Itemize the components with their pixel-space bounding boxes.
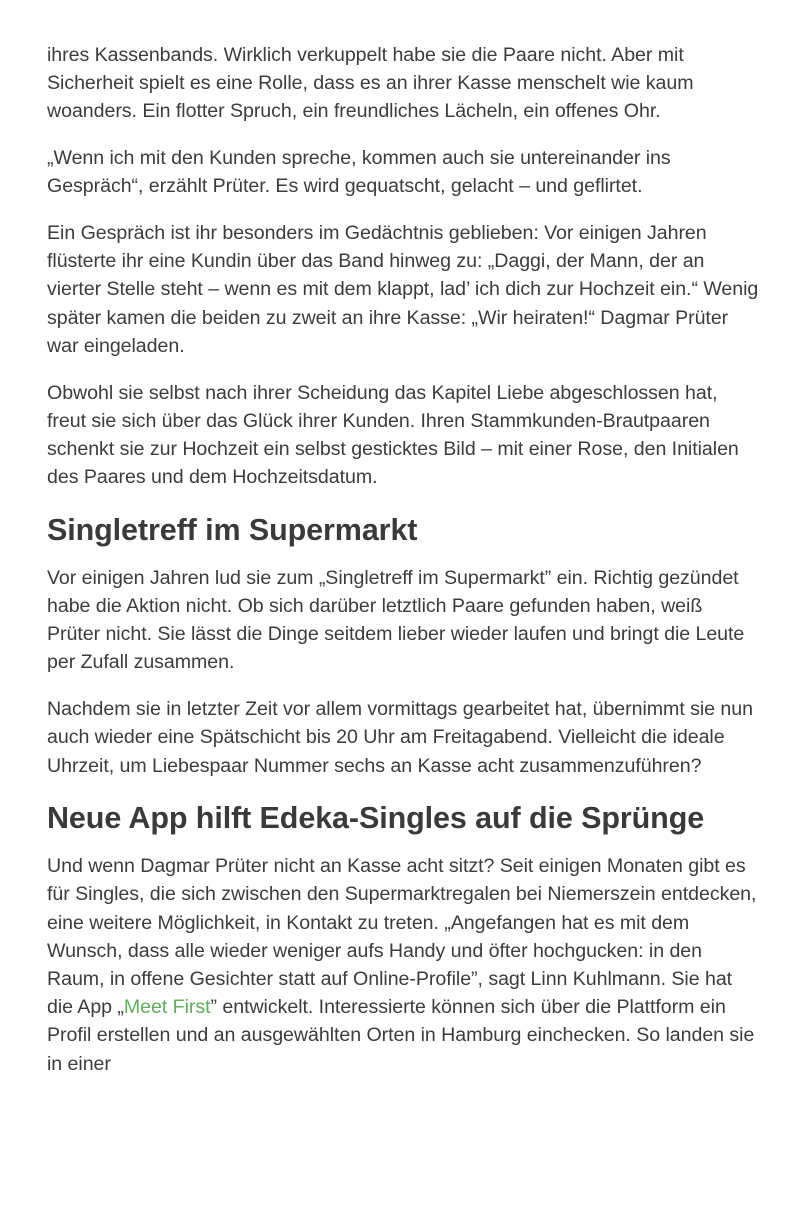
paragraph-meet-first [47, 852, 759, 1078]
paragraph-singletreff: Vor einigen Jahren lud sie zum „Singletreff im Supermarkt” ein. Richtig gezündet habe die Aktion nicht. Ob sich darüber letztlich Paare gefunden haben, weiß Prüter nicht. Sie lässt die Dinge seitdem lieber wieder laufen und bringt die Leute per Zufall zusammen. [47, 566, 745, 674]
paragraph-brautpaare: Obwohl sie selbst nach ihrer Scheidung das Kapitel Liebe abgeschlossen hat, freut sie sich über das Glück ihrer Kunden. Ihren Stammkunden-Brautpaaren schenkt sie zur Hochzeit ein selbst gesticktes Bild – mit einer Rose, den Initialen des Paares und dem Hochzeitsdatum. [47, 381, 739, 489]
paragraph-gespraech-quote: „Wenn ich mit den Kunden spreche, kommen auch sie untereinander ins Gespräch“, erzählt Prüter. Es wird gequatscht, gelacht – und geflirtet. [47, 147, 671, 198]
paragraph-spaetschicht: Nachdem sie in letzter Zeit vor allem vormittags gearbeitet hat, übernimmt sie nun auch wieder eine Spätschicht bis 20 Uhr am Freitagabend. Vielleicht die ideale Uhrzeit, um Liebespaar Nummer sechs an Kasse acht zusammenzuführen? [47, 698, 753, 777]
paragraph-meet-first-text-after: ” entwickelt. Interessierte können sich über die Plattform ein Profil erstellen und an ausgewählten Orten in Hamburg einchecken. So landen sie in einer [47, 996, 755, 1075]
article-body [47, 41, 759, 1096]
heading-neue-app: Neue App hilft Edeka-Singles auf die Sprünge [47, 801, 705, 836]
heading-singletreff: Singletreff im Supermarkt [47, 512, 418, 547]
meet-first-link[interactable]: Meet First [123, 996, 211, 1019]
paragraph-meet-first-text-before: Und wenn Dagmar Prüter nicht an Kasse acht sitzt? Seit einigen Monaten gibt es für Singles, die sich zwischen den Supermarktregalen bei Niemerszein entdecken, eine weitere Möglichkeit, in Kontakt zu treten. „Angefangen hat es mit dem Wunsch, dass alle wieder weniger aufs Handy und öfter hochgucken: in den Raum, in offene Gesichter statt auf Online-Profile”, sagt Linn Kuhlmann. Sie hat die App „ [47, 855, 757, 1019]
paragraph-hochzeit-anecdote: Ein Gespräch ist ihr besonders im Gedächtnis geblieben: Vor einigen Jahren flüsterte ihr eine Kundin über das Band hinweg zu: „Daggi, der Mann, der an vierter Stelle steht – wenn es mit dem klappt, lad’ ich dich zur Hochzeit ein.“ Wenig später kamen die beiden zu zweit an ihre Kasse: „Wir heiraten!“ Dagmar Prüter war eingeladen. [47, 222, 759, 357]
paragraph-kassenband: ihres Kassenbands. Wirklich verkuppelt habe sie die Paare nicht. Aber mit Sicherheit spielt es eine Rolle, dass es an ihrer Kasse menschelt wie kaum woanders. Ein flotter Spruch, ein freundliches Lächeln, ein offenes Ohr. [47, 44, 694, 123]
